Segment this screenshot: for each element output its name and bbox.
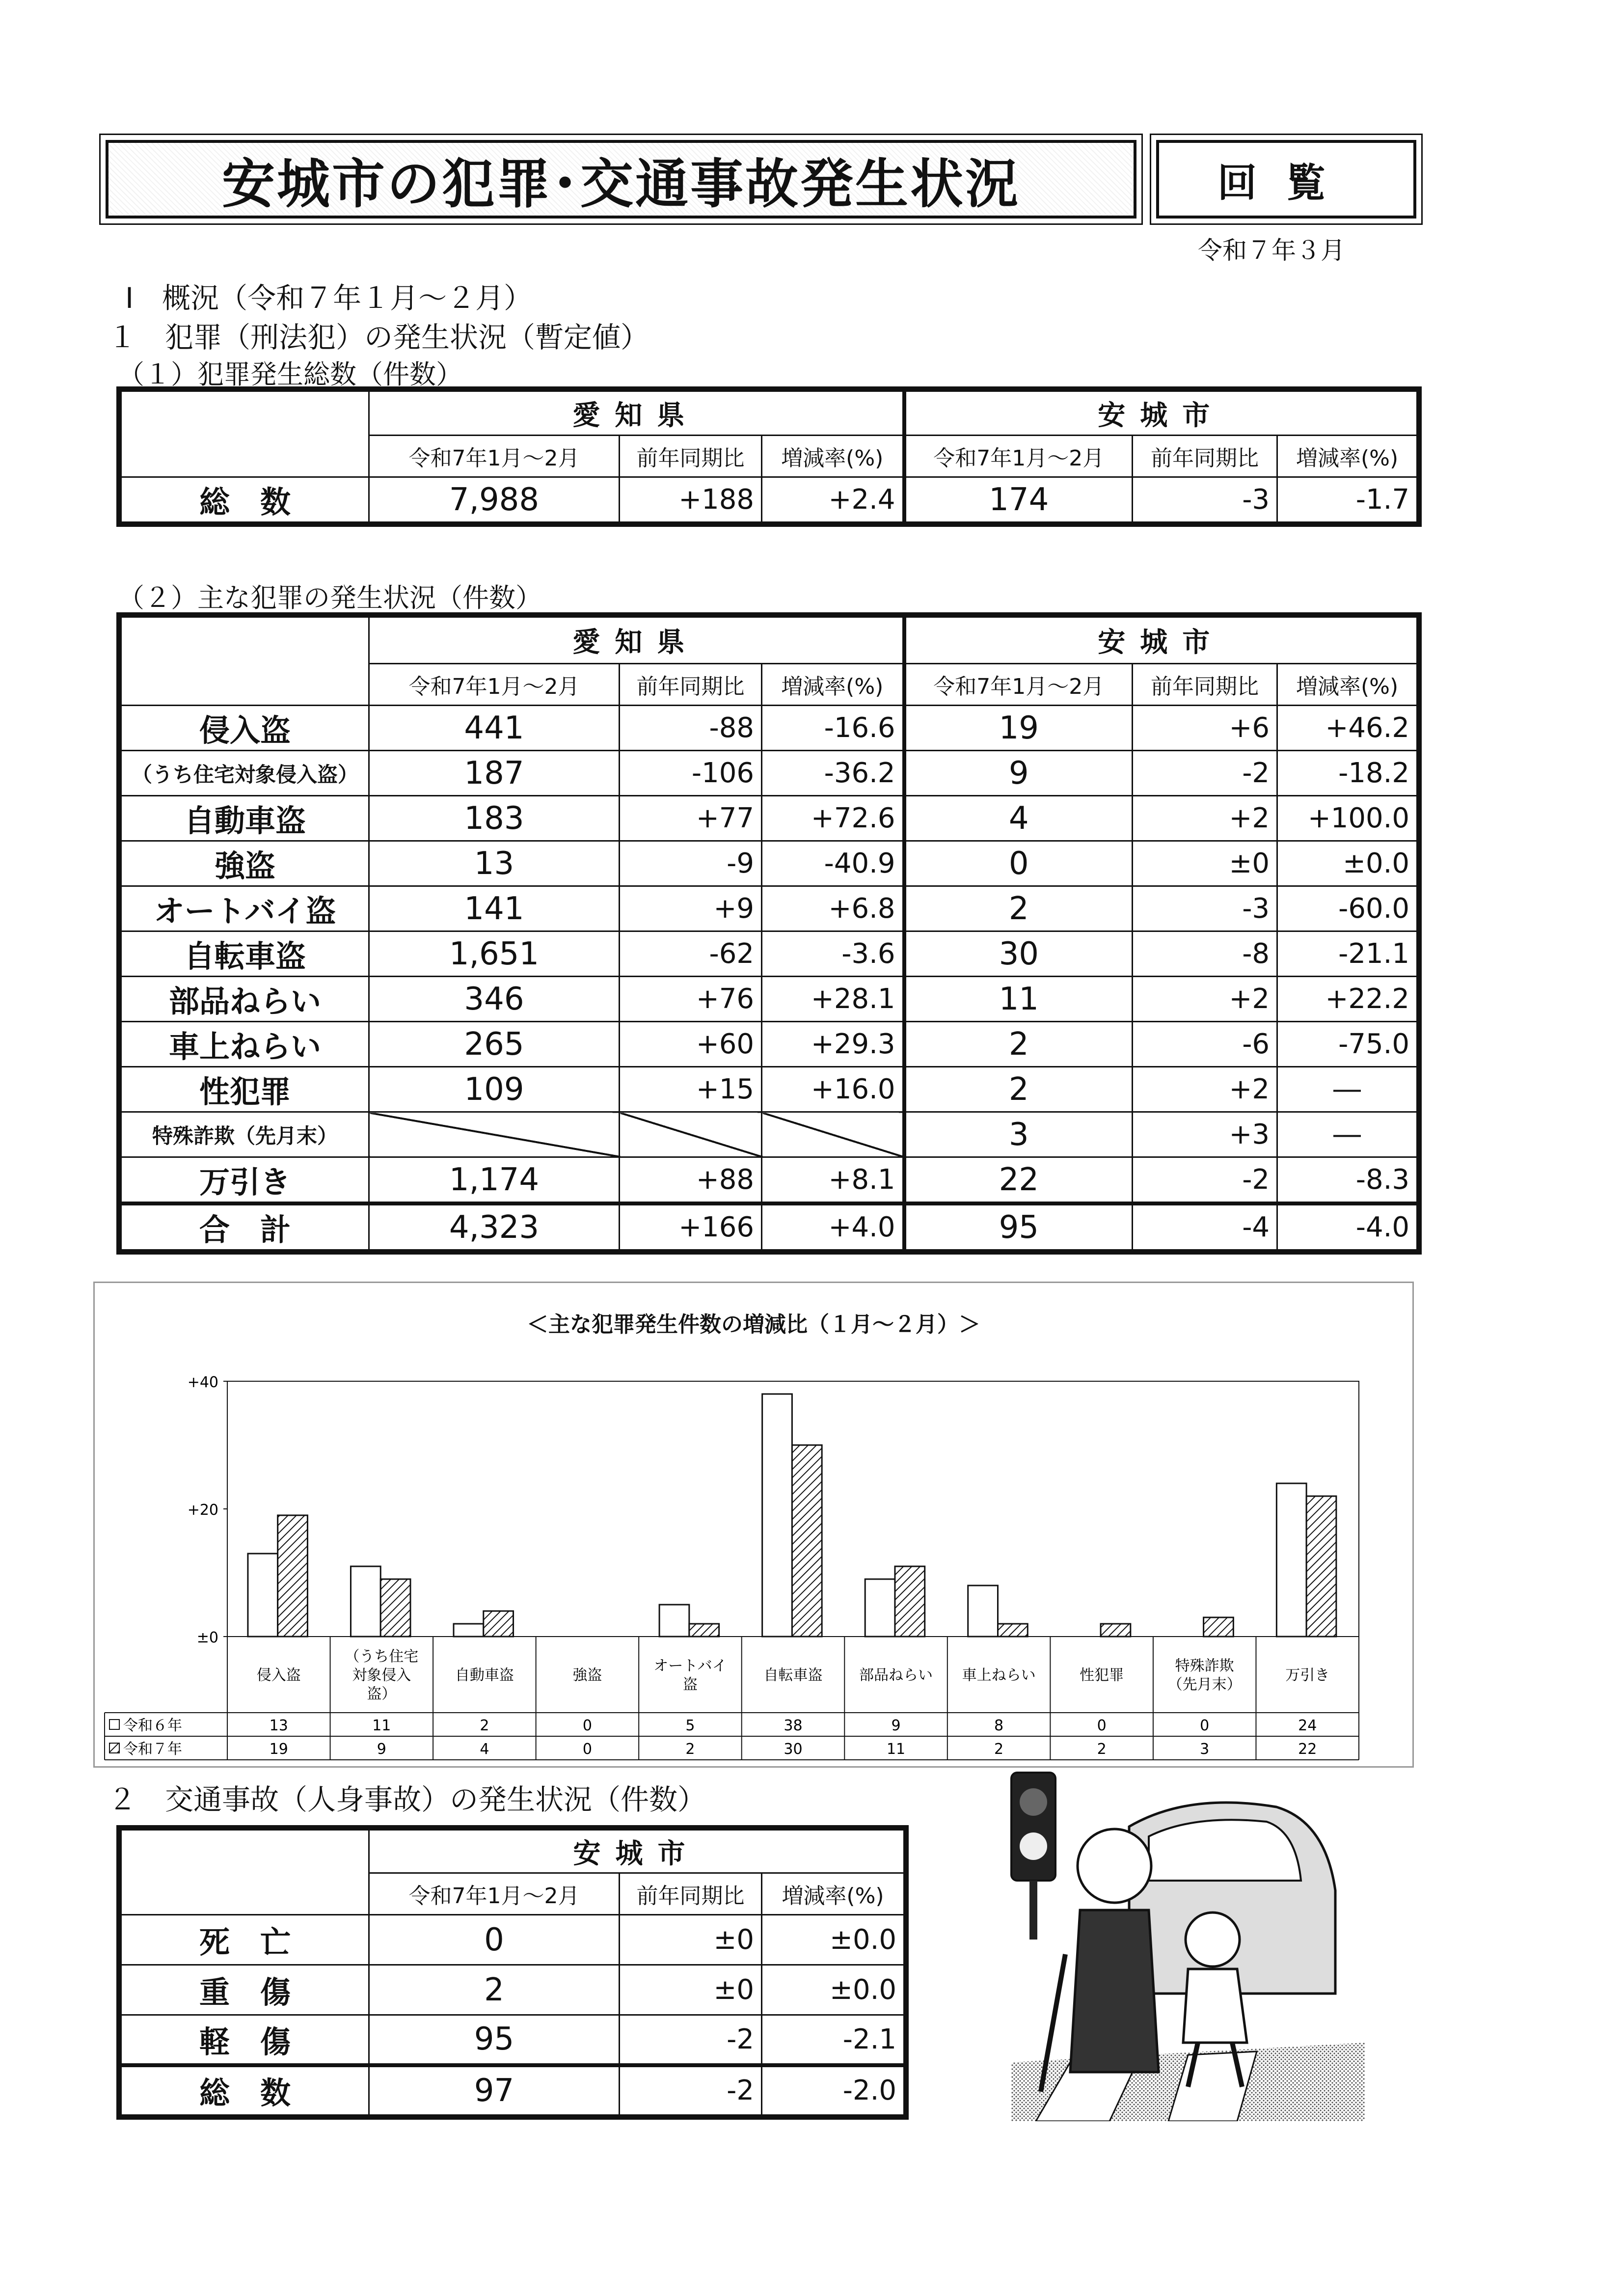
data-label: 9 [891, 1717, 901, 1734]
chart-canvas [95, 1283, 1412, 1766]
y-tick-label: +20 [187, 1502, 218, 1519]
aichi-yoy: +15 [620, 1067, 762, 1112]
section-overview: Ⅰ 概況（令和７年１月～２月） [125, 281, 533, 315]
aichi-count: 265 [369, 1022, 620, 1067]
traffic-count: 95 [369, 2015, 620, 2065]
traffic-rate: -2.0 [762, 2065, 904, 2115]
row-label: 特殊詐欺（先月末） [121, 1112, 369, 1157]
section-traffic: ２ 交通事故（人身事故）の発生状況（件数） [108, 1783, 706, 1816]
anjo-rate: -8.3 [1277, 1157, 1417, 1204]
anjo-yoy: -4 [1133, 1203, 1277, 1250]
aichi-count: 1,651 [369, 931, 620, 977]
bar-reiwa6 [1276, 1483, 1306, 1637]
data-label: 22 [1298, 1741, 1317, 1758]
data-label: 19 [269, 1741, 288, 1758]
aichi-yoy: +77 [620, 796, 762, 841]
row-label: 車上ねらい [121, 1022, 369, 1067]
anjo-rate: -21.1 [1277, 931, 1417, 977]
table-row [121, 1157, 1417, 1204]
header-yoy: 前年同期比 [620, 664, 762, 706]
aichi-rate: +16.0 [762, 1067, 904, 1112]
traffic-yoy: ±0 [620, 1965, 762, 2015]
anjo-count: 2 [904, 1067, 1133, 1112]
anjo-yoy: -8 [1133, 931, 1277, 977]
data-label: 3 [1200, 1741, 1210, 1758]
aichi-rate: +6.8 [762, 886, 904, 931]
table-row [121, 1112, 1417, 1157]
aichi-yoy: -88 [620, 706, 762, 751]
aichi-yoy: +188 [620, 477, 762, 522]
bar-reiwa7 [689, 1624, 719, 1637]
x-tick-label: 自動車盗 [455, 1667, 514, 1684]
anjo-count: 2 [904, 1022, 1133, 1067]
bar-reiwa7 [1101, 1624, 1131, 1637]
anjo-rate: ― [1277, 1067, 1417, 1112]
bar-reiwa6 [351, 1566, 380, 1637]
row-label: 総 数 [121, 2065, 369, 2115]
elderly-person-icon [1041, 1829, 1159, 2092]
aichi-count: 4,323 [369, 1203, 620, 1250]
anjo-rate: -4.0 [1277, 1203, 1417, 1250]
car-icon [1129, 1803, 1335, 1994]
table-row [121, 2065, 904, 2115]
table-row [121, 841, 1417, 886]
table-row [121, 1067, 1417, 1112]
aichi-yoy: +76 [620, 977, 762, 1022]
traffic-accident-table [120, 1829, 905, 2116]
header-period: 令和7年1月～2月 [369, 1873, 620, 1915]
anjo-rate: -18.2 [1277, 751, 1417, 796]
issue-date: 令和７年３月 [1198, 236, 1345, 265]
traffic-yoy: ±0 [620, 1915, 762, 1965]
corner-cell [121, 391, 369, 477]
pedestrian-illustration [982, 1768, 1365, 2121]
traffic-rate: ±0.0 [762, 1915, 904, 1965]
subsection-main-crimes: （２）主な犯罪の発生状況（件数） [118, 582, 542, 613]
data-label: 0 [1097, 1717, 1107, 1734]
data-label: 30 [784, 1741, 803, 1758]
aichi-yoy: -62 [620, 931, 762, 977]
anjo-count: 95 [904, 1203, 1133, 1250]
aichi-rate: +2.4 [762, 477, 904, 522]
legend-swatch [109, 1720, 119, 1729]
data-label: 24 [1298, 1717, 1317, 1734]
aichi-count: 187 [369, 751, 620, 796]
header-rate: 増減率(%) [762, 436, 904, 477]
x-tick-label: 車上ねらい [962, 1667, 1036, 1684]
anjo-count: 9 [904, 751, 1133, 796]
bar-reiwa7 [1204, 1617, 1234, 1637]
anjo-rate: +46.2 [1277, 706, 1417, 751]
anjo-yoy: +6 [1133, 706, 1277, 751]
anjo-count: 2 [904, 886, 1133, 931]
header-yoy: 前年同期比 [620, 436, 762, 477]
row-label: 死 亡 [121, 1915, 369, 1965]
corner-cell [121, 1830, 369, 1915]
bar-reiwa7 [792, 1445, 822, 1637]
aichi-count: 141 [369, 886, 620, 931]
table-row [121, 1965, 904, 2015]
header-period: 令和7年1月～2月 [369, 436, 620, 477]
anjo-yoy: -2 [1133, 1157, 1277, 1204]
data-label: 5 [685, 1717, 695, 1734]
bar-reiwa7 [484, 1611, 514, 1637]
bar-reiwa7 [380, 1579, 410, 1637]
aichi-yoy: +9 [620, 886, 762, 931]
circulation-label: 回覧 [1156, 140, 1416, 219]
row-label: 軽 傷 [121, 2015, 369, 2065]
row-label: 自動車盗 [121, 796, 369, 841]
table-row [121, 796, 1417, 841]
anjo-count: 30 [904, 931, 1133, 977]
total-crime-table [120, 390, 1418, 523]
anjo-count: 22 [904, 1157, 1133, 1204]
header-anjo: 安城市 [904, 391, 1417, 436]
row-label: オートバイ盗 [121, 886, 369, 931]
header-rate: 増減率(%) [762, 1873, 904, 1915]
aichi-rate: +72.6 [762, 796, 904, 841]
x-tick-label: 部品ねらい [859, 1667, 933, 1684]
anjo-count: 4 [904, 796, 1133, 841]
table-row [121, 886, 1417, 931]
aichi-yoy: -9 [620, 841, 762, 886]
traffic-yoy: -2 [620, 2015, 762, 2065]
x-tick-label: 特殊詐欺（先月末） [1167, 1657, 1242, 1694]
aichi-yoy: -106 [620, 751, 762, 796]
anjo-yoy: -2 [1133, 751, 1277, 796]
bar-reiwa6 [762, 1394, 792, 1637]
x-tick-label: 侵入盗 [256, 1667, 301, 1684]
anjo-count: 11 [904, 977, 1133, 1022]
data-label: 2 [685, 1741, 695, 1758]
traffic-count: 0 [369, 1915, 620, 1965]
aichi-rate: -3.6 [762, 931, 904, 977]
subsection-total: （１）犯罪発生総数（件数） [118, 359, 462, 390]
aichi-rate: +28.1 [762, 977, 904, 1022]
header-period: 令和7年1月～2月 [369, 664, 620, 706]
bar-reiwa6 [968, 1585, 998, 1637]
main-crimes-table [120, 616, 1418, 1251]
aichi-rate: +4.0 [762, 1203, 904, 1250]
row-label: 部品ねらい [121, 977, 369, 1022]
anjo-count: 3 [904, 1112, 1133, 1157]
bar-reiwa7 [278, 1515, 308, 1637]
aichi-yoy: +166 [620, 1203, 762, 1250]
aichi-rate: -16.6 [762, 706, 904, 751]
aichi-count: 7,988 [369, 477, 620, 522]
bar-reiwa6 [248, 1554, 278, 1637]
header-yoy: 前年同期比 [1133, 664, 1277, 706]
data-label: 4 [480, 1741, 489, 1758]
data-label: 8 [994, 1717, 1004, 1734]
table-row [121, 1915, 904, 1965]
anjo-rate: +100.0 [1277, 796, 1417, 841]
anjo-yoy: +2 [1133, 796, 1277, 841]
data-label: 38 [784, 1717, 803, 1734]
header-yoy: 前年同期比 [620, 1873, 762, 1915]
table-row [121, 931, 1417, 977]
legend-label: 令和７年 [123, 1741, 182, 1758]
traffic-light-icon [1011, 1773, 1055, 1940]
row-label: （うち住宅対象侵入盗） [121, 751, 369, 796]
anjo-yoy: +2 [1133, 977, 1277, 1022]
data-label: 2 [480, 1717, 489, 1734]
bar-reiwa6 [454, 1624, 484, 1637]
aichi-count: 1,174 [369, 1157, 620, 1204]
row-label: 性犯罪 [121, 1067, 369, 1112]
data-label: 0 [582, 1717, 592, 1734]
anjo-rate: +22.2 [1277, 977, 1417, 1022]
data-label: 0 [582, 1741, 592, 1758]
aichi-count: 13 [369, 841, 620, 886]
anjo-yoy: ±0 [1133, 841, 1277, 886]
row-label: 総 数 [121, 477, 369, 522]
table-row [121, 1022, 1417, 1067]
aichi-count: 441 [369, 706, 620, 751]
corner-cell [121, 617, 369, 706]
traffic-rate: -2.1 [762, 2015, 904, 2065]
data-label: 11 [886, 1741, 906, 1758]
header-yoy: 前年同期比 [1133, 436, 1277, 477]
header-anjo: 安城市 [369, 1830, 904, 1873]
data-label: 13 [269, 1717, 288, 1734]
aichi-yoy: +60 [620, 1022, 762, 1067]
row-label: 重 傷 [121, 1965, 369, 2015]
anjo-count: 0 [904, 841, 1133, 886]
aichi-count: 346 [369, 977, 620, 1022]
table-row [121, 706, 1417, 751]
bar-reiwa7 [1306, 1496, 1336, 1637]
table-row [121, 1203, 1417, 1250]
aichi-rate: -36.2 [762, 751, 904, 796]
aichi-count: 109 [369, 1067, 620, 1112]
traffic-rate: ±0.0 [762, 1965, 904, 2015]
anjo-rate: -60.0 [1277, 886, 1417, 931]
traffic-yoy: -2 [620, 2065, 762, 2115]
anjo-yoy: +2 [1133, 1067, 1277, 1112]
data-label: 2 [994, 1741, 1004, 1758]
x-tick-label: オートバイ盗 [653, 1657, 727, 1694]
header-aichi: 愛知県 [369, 391, 904, 436]
crime-chart [93, 1282, 1414, 1768]
anjo-yoy: -3 [1133, 886, 1277, 931]
aichi-rate [762, 1112, 904, 1157]
anjo-count: 19 [904, 706, 1133, 751]
table-row [121, 751, 1417, 796]
y-tick-label: +40 [187, 1374, 218, 1391]
row-label: 侵入盗 [121, 706, 369, 751]
bar-reiwa7 [895, 1566, 925, 1637]
traffic-count: 2 [369, 1965, 620, 2015]
chart-title: ＜主な犯罪発生件数の増減比（１月～２月）＞ [527, 1312, 980, 1337]
header-anjo: 安城市 [904, 617, 1417, 664]
traffic-count: 97 [369, 2065, 620, 2115]
aichi-yoy: +88 [620, 1157, 762, 1204]
aichi-count: 183 [369, 796, 620, 841]
anjo-rate: ― [1277, 1112, 1417, 1157]
data-label: 2 [1097, 1741, 1107, 1758]
row-label: 合 計 [121, 1203, 369, 1250]
section-crime: １ 犯罪（刑法犯）の発生状況（暫定値） [108, 321, 649, 354]
row-label: 強盗 [121, 841, 369, 886]
header-period: 令和7年1月～2月 [904, 436, 1133, 477]
bar-reiwa6 [659, 1605, 689, 1637]
bar-reiwa7 [998, 1624, 1028, 1637]
x-tick-label: （うち住宅対象侵入盗） [345, 1648, 419, 1703]
row-label: 自転車盗 [121, 931, 369, 977]
aichi-rate: +29.3 [762, 1022, 904, 1067]
x-tick-label: 自転車盗 [763, 1667, 823, 1684]
table-row [121, 2015, 904, 2065]
anjo-count: 174 [904, 477, 1133, 522]
table-row [121, 977, 1417, 1022]
anjo-yoy: -6 [1133, 1022, 1277, 1067]
header-aichi: 愛知県 [369, 617, 904, 664]
anjo-rate: -75.0 [1277, 1022, 1417, 1067]
aichi-rate: +8.1 [762, 1157, 904, 1204]
page-title: 安城市の犯罪･交通事故発生状況 [106, 140, 1136, 219]
x-tick-label: 強盗 [572, 1667, 602, 1684]
aichi-rate: -40.9 [762, 841, 904, 886]
header-rate: 増減率(%) [1277, 436, 1417, 477]
row-label: 万引き [121, 1157, 369, 1204]
aichi-yoy [620, 1112, 762, 1157]
header-period: 令和7年1月～2月 [904, 664, 1133, 706]
legend-swatch [109, 1743, 119, 1753]
x-tick-label: 性犯罪 [1080, 1667, 1124, 1684]
anjo-yoy: -3 [1133, 477, 1277, 522]
bar-reiwa6 [865, 1579, 895, 1637]
header-rate: 増減率(%) [762, 664, 904, 706]
y-tick-label: ±0 [196, 1629, 218, 1646]
data-label: 0 [1200, 1717, 1210, 1734]
legend-label: 令和６年 [123, 1717, 182, 1734]
data-label: 11 [372, 1717, 391, 1734]
anjo-rate: -1.7 [1277, 477, 1417, 522]
anjo-yoy: +3 [1133, 1112, 1277, 1157]
data-label: 9 [377, 1741, 386, 1758]
header-rate: 増減率(%) [1277, 664, 1417, 706]
anjo-rate: ±0.0 [1277, 841, 1417, 886]
x-tick-label: 万引き [1285, 1667, 1330, 1684]
aichi-count [369, 1112, 620, 1157]
